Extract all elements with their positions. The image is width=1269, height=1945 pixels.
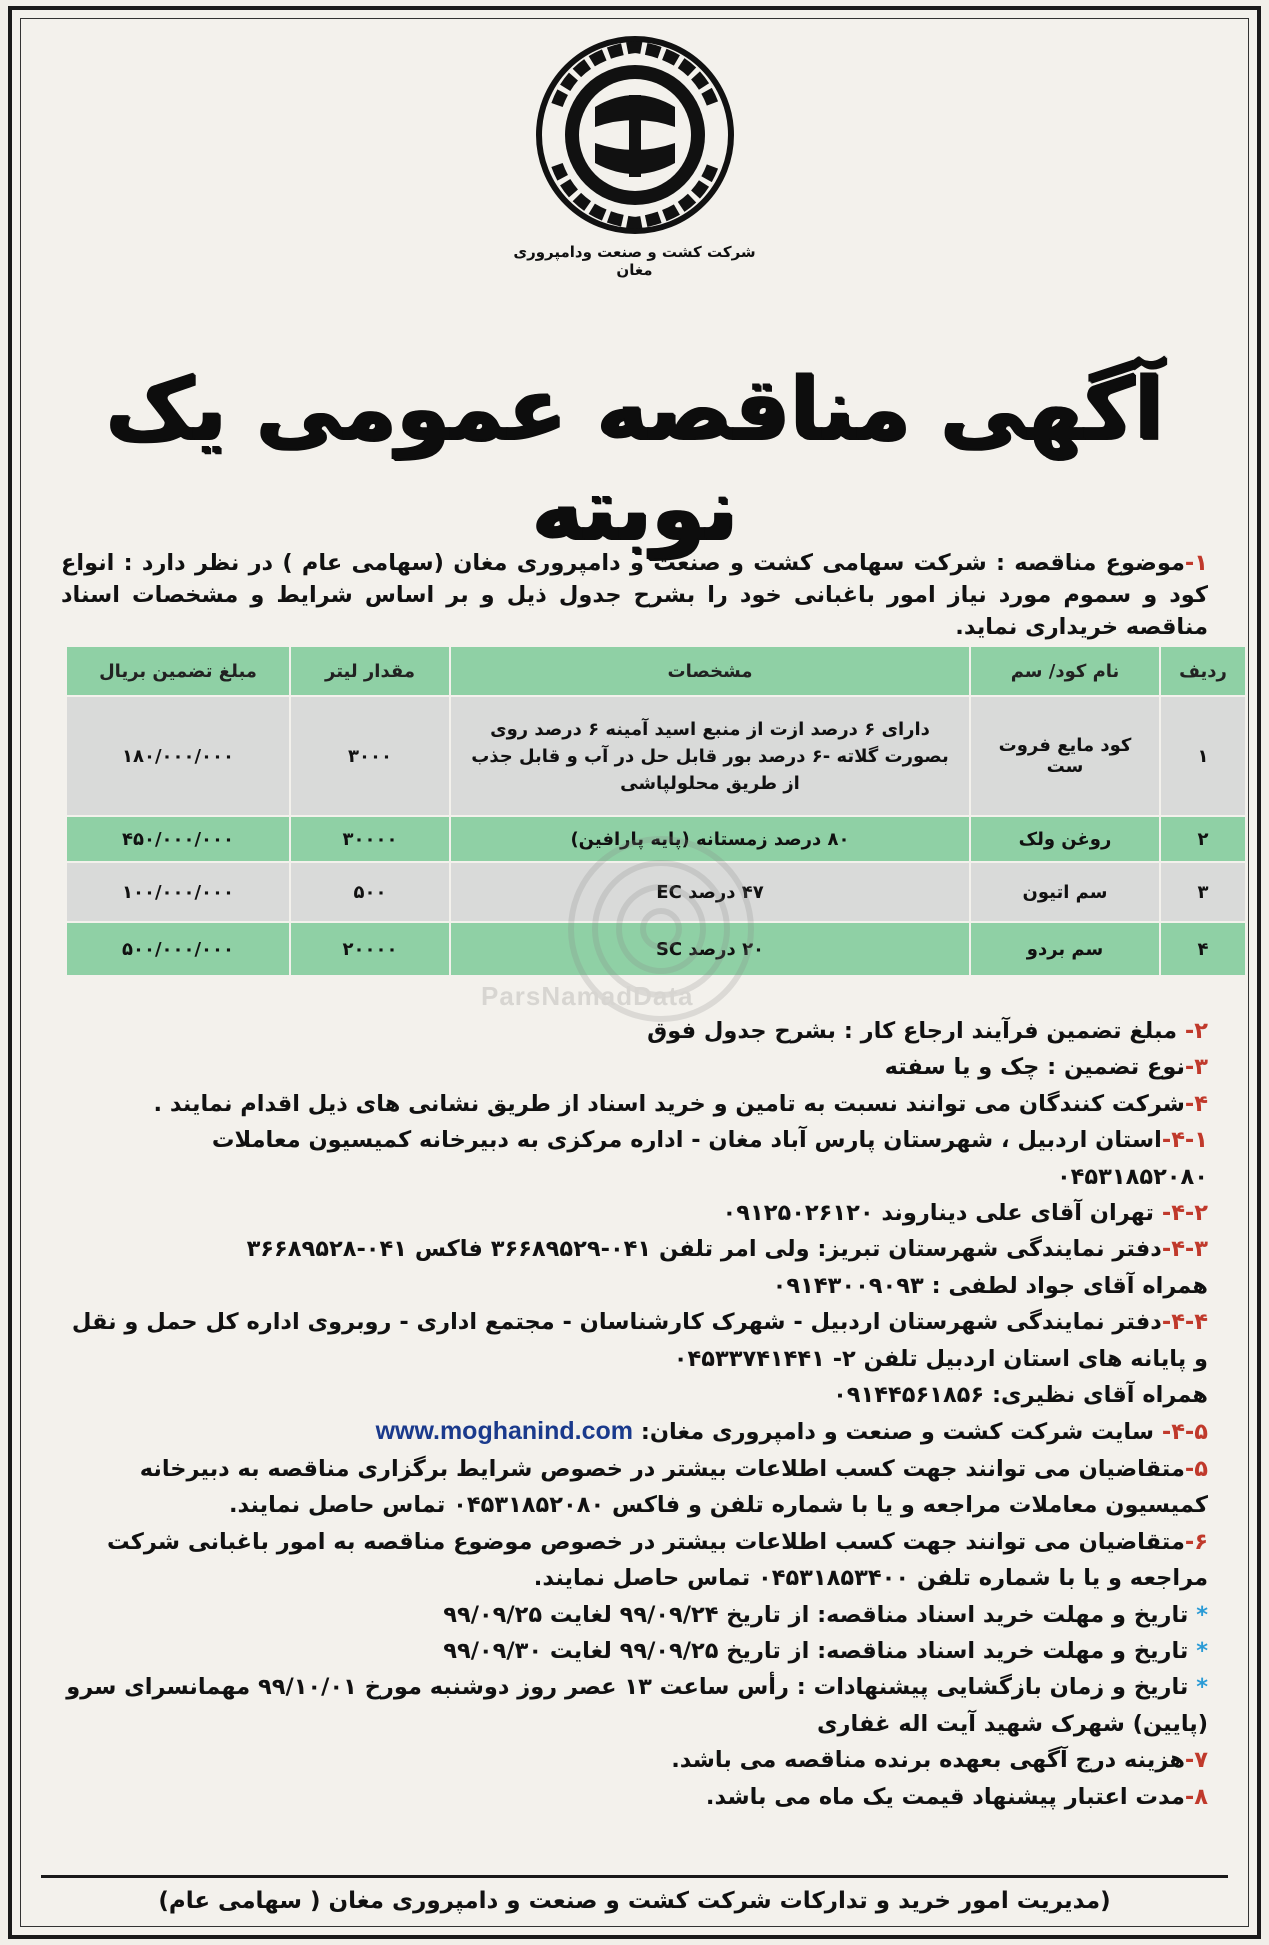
item-number: ۴-: [1184, 1090, 1208, 1117]
cell-row-no: ۱: [1159, 697, 1245, 815]
item-number: ۶-: [1184, 1528, 1208, 1555]
cell-amount: ۱۸۰/۰۰۰/۰۰۰: [65, 697, 289, 815]
item-4-5: [61, 1413, 1208, 1450]
cell-qty: ۳۰۰۰۰: [289, 817, 449, 861]
item-text: سایت شرکت کشت و صنعت و دامپروری مغان:: [640, 1419, 1154, 1446]
item-text: دفتر نمایندگی شهرستان اردبیل - شهرک کارشناسان - مجتمع اداری - روبروی اداره کل حمل و نقل و پایانه های استان اردبیل تلفن ۲- ۰۴۵۳۳۷۴۱۴۴۱: [71, 1309, 1208, 1372]
cell-amount: ۱۰۰/۰۰۰/۰۰۰: [65, 863, 289, 921]
item-text: تاریخ و زمان بازگشایی پیشنهادات : رأس ساعت ۱۳ عصر روز دوشنبه مورخ ۹۹/۱۰/۰۱ مهمانسرای سرو (پایین) شهرک شهید آیت اله غفاری: [66, 1674, 1208, 1737]
cell-row-no: ۴: [1159, 923, 1245, 975]
star-icon: *: [1196, 1601, 1208, 1628]
item-6: [61, 1524, 1208, 1597]
cell-qty: ۳۰۰۰: [289, 697, 449, 815]
schedule-1: [61, 1597, 1208, 1633]
item-4-3-mobile: [61, 1268, 1208, 1304]
schedule-3: [61, 1669, 1208, 1742]
item-8: [61, 1779, 1208, 1815]
item-7: [61, 1742, 1208, 1778]
item-3: [61, 1049, 1208, 1085]
company-logo: [505, 35, 765, 279]
item-4-1: [61, 1122, 1208, 1195]
star-icon: *: [1196, 1637, 1208, 1664]
item-number: ۴-۵-: [1161, 1419, 1208, 1446]
cell-name: روغن ولک: [969, 817, 1159, 861]
cell-spec: ۲۰ درصد SC: [449, 923, 969, 975]
item-text: تهران آقای علی دیناروند ۰۹۱۲۵۰۲۶۱۲۰: [722, 1200, 1154, 1227]
item-4-4: [61, 1304, 1208, 1377]
item-5: [61, 1451, 1208, 1524]
intro-number: ۱-: [1184, 550, 1208, 576]
header-qty: مقدار لیتر: [289, 647, 449, 695]
item-number: ۵-: [1184, 1455, 1208, 1482]
table-row: [65, 863, 1245, 921]
item-number: ۳-: [1184, 1054, 1208, 1081]
cell-amount: ۵۰۰/۰۰۰/۰۰۰: [65, 923, 289, 975]
item-text: تاریخ و مهلت خرید اسناد مناقصه: از تاریخ ۹۹/۰۹/۲۵ لغایت ۹۹/۰۹/۳۰: [443, 1637, 1189, 1664]
cell-spec: ۴۷ درصد EC: [449, 863, 969, 921]
watermark-text: ParsNamadData: [481, 981, 694, 1011]
item-text: نوع تضمین : چک و یا سفته: [884, 1054, 1185, 1081]
item-4-3: [61, 1231, 1208, 1267]
cell-row-no: ۳: [1159, 863, 1245, 921]
logo-caption: شرکت کشت و صنعت ودامپروری مغان: [513, 243, 756, 279]
item-text: دفتر نمایندگی شهرستان تبریز: ولی امر تلفن ۰۴۱-۳۶۶۸۹۵۲۹ فاکس ۰۴۱-۳۶۶۸۹۵۲۸: [246, 1236, 1162, 1263]
schedule-2: [61, 1633, 1208, 1669]
table-row: [65, 817, 1245, 861]
item-number: ۴-۲-: [1161, 1200, 1208, 1227]
footer-signature: (مدیریت امور خرید و تدارکات شرکت کشت و صنعت و دامپروری مغان ( سهامی عام): [41, 1875, 1228, 1914]
item-text: مدت اعتبار پیشنهاد قیمت یک ماه می باشد.: [705, 1783, 1185, 1810]
item-number: ۲-: [1184, 1018, 1208, 1044]
item-text: همراه آقای جواد لطفی : ۰۹۱۴۳۰۰۹۰۹۳: [772, 1272, 1208, 1299]
item-text: تاریخ و مهلت خرید اسناد مناقصه: از تاریخ ۹۹/۰۹/۲۴ لغایت ۹۹/۰۹/۲۵: [443, 1601, 1189, 1628]
item-2: [61, 1013, 1208, 1049]
item-text: متقاضیان می توانند جهت کسب اطلاعات بیشتر در خصوص موضوع مناقصه به امور باغبانی شرکت مراجعه و یا با شماره تلفن ۰۴۵۳۱۸۵۳۴۰۰ تماس حاصل نمایند.: [106, 1528, 1208, 1592]
header-spec: مشخصات: [449, 647, 969, 695]
intro-text: موضوع مناقصه : شرکت سهامی کشت و صنعت و دامپروری مغان (سهامی عام ) در نظر دارد : انواع کود و سموم مورد نیاز امور باغبانی خود را بشرح جدول ذیل و بر اساس شرایط و مشخصات اسناد مناقصه خریداری نماید.: [61, 550, 1208, 640]
item-4: [61, 1086, 1208, 1122]
cell-name: سم اتیون: [969, 863, 1159, 921]
header-row-no: ردیف: [1159, 647, 1245, 695]
item-text: متقاضیان می توانند جهت کسب اطلاعات بیشتر در خصوص شرایط برگزاری مناقصه به دبیرخانه کمیسیون معاملات مراجعه و یا با شماره تلفن و فاکس ۰۴۵۳۱۸۵۲۰۸۰ تماس حاصل نمایند.: [139, 1455, 1208, 1519]
item-number: ۴-۴-: [1161, 1309, 1208, 1336]
notice-body: [61, 1013, 1208, 1815]
cell-name: سم بردو: [969, 923, 1159, 975]
logo-emblem-icon: [535, 35, 735, 235]
item-text: شرکت کنندگان می توانند نسبت به تامین و خرید اسناد از طریق نشانی های ذیل اقدام نمایند .: [153, 1090, 1185, 1117]
inner-frame: [20, 18, 1249, 1927]
cell-amount: ۴۵۰/۰۰۰/۰۰۰: [65, 817, 289, 861]
item-number: ۴-۱-: [1161, 1127, 1208, 1154]
item-number: ۸-: [1184, 1783, 1208, 1810]
item-text: مبلغ تضمین فرآیند ارجاع کار : بشرح جدول فوق: [647, 1018, 1178, 1044]
item-4-2: [61, 1195, 1208, 1231]
star-icon: *: [1196, 1674, 1208, 1701]
intro-paragraph: [61, 547, 1208, 643]
cell-qty: ۲۰۰۰۰: [289, 923, 449, 975]
website-link[interactable]: www.moghanind.com: [375, 1417, 634, 1446]
item-number: ۴-۳-: [1161, 1236, 1208, 1263]
cell-qty: ۵۰۰: [289, 863, 449, 921]
cell-name: کود مایع فروت ست: [969, 697, 1159, 815]
header-name: نام کود/ سم: [969, 647, 1159, 695]
items-table: [65, 645, 1245, 977]
item-text: هزینه درج آگهی بعهده برنده مناقصه می باشد.: [671, 1747, 1185, 1774]
table-header-row: [65, 647, 1245, 695]
header-amount: مبلغ تضمین بریال: [65, 647, 289, 695]
notice-page: [8, 6, 1261, 1939]
cell-row-no: ۲: [1159, 817, 1245, 861]
table-row: [65, 697, 1245, 815]
item-number: ۷-: [1184, 1747, 1208, 1774]
item-text: همراه آقای نظیری: ۰۹۱۴۴۵۶۱۸۵۶: [833, 1382, 1208, 1409]
cell-spec: ۸۰ درصد زمستانه (پایه پارافین): [449, 817, 969, 861]
item-4-4-mobile: [61, 1377, 1208, 1413]
table-row: [65, 923, 1245, 975]
page-title: آگهی مناقصه عمومی یک نوبته: [105, 359, 1164, 559]
cell-spec: دارای ۶ درصد ازت از منبع اسید آمینه ۶ درصد روی بصورت گلاته -۶ درصد بور قابل حل در آب و قابل جذب از طریق محلولپاشی: [449, 697, 969, 815]
item-text: استان اردبیل ، شهرستان پارس آباد مغان - اداره مرکزی به دبیرخانه کمیسیون معاملات ۰۴۵۳۱۸۵۲۰۸۰: [211, 1127, 1208, 1190]
